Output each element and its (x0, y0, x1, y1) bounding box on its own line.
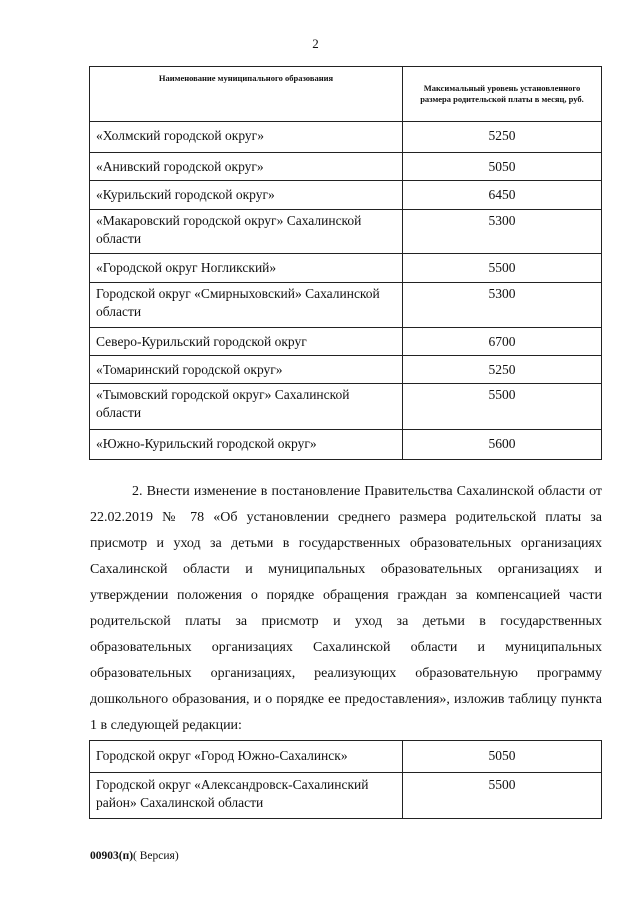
table-row (90, 328, 602, 356)
municipality-name: Городской округ «Город Южно-Сахалинск» (90, 741, 403, 773)
table-row (90, 384, 602, 430)
fee-value: 5300 (403, 210, 602, 254)
table-row (90, 773, 602, 819)
table-row (90, 741, 602, 773)
document-version: ( Версия) (133, 850, 179, 862)
municipality-name: «Анивский городской округ» (90, 153, 403, 181)
municipality-name: «Томаринский городской округ» (90, 356, 403, 384)
table-row (90, 430, 602, 460)
municipality-name: Городской округ «Александровск-Сахалинский район» Сахалинской области (90, 773, 403, 819)
fee-value: 5500 (403, 254, 602, 283)
amendment-paragraph: 2. Внести изменение в постановление Правительства Сахалинской области от 22.02.2019 № 78 «Об установлении среднего размера родительской платы за присмотр и уход за детьми в государственных образовательных организациях Сахалинской области и муниципальных образовательных организациях и утверждении положения о порядке обращения граждан за компенсацией части родительской платы за присмотр и уход за детьми в государственных образовательных организациях Сахалинской области и муниципальных образовательных организациях, реализующих образовательную программу дошкольного образования, и о порядке ее предоставления», изложив таблицу пункта 1 в следующей редакции: (90, 484, 602, 733)
municipality-name: Городской округ «Смирныховский» Сахалинской области (90, 283, 403, 328)
document-footer (90, 850, 179, 862)
fee-value: 5300 (403, 283, 602, 328)
fee-value: 5250 (403, 122, 602, 153)
fee-value: 5600 (403, 430, 602, 460)
table-row (90, 283, 602, 328)
table-row (90, 210, 602, 254)
fee-value: 5050 (403, 741, 602, 773)
table-row (90, 254, 602, 283)
municipality-name: «Макаровский городской округ» Сахалинской области (90, 210, 403, 254)
table-row (90, 181, 602, 210)
document-code: 00903(п) (90, 850, 134, 862)
column-header-municipality: Наименование муниципального образования (90, 67, 403, 122)
fee-value: 6700 (403, 328, 602, 356)
municipality-name: «Тымовский городской округ» Сахалинской области (90, 384, 403, 430)
municipality-name: «Холмский городской округ» (90, 122, 403, 153)
parental-fee-table (89, 66, 602, 460)
table-row (90, 153, 602, 181)
municipality-name: «Городской округ Ногликский» (90, 254, 403, 283)
fee-value: 5250 (403, 356, 602, 384)
municipality-name: Северо-Курильский городской округ (90, 328, 403, 356)
fee-value: 6450 (403, 181, 602, 210)
table-row (90, 122, 602, 153)
fee-value: 5500 (403, 384, 602, 430)
table-header-row (90, 67, 602, 122)
fee-value: 5500 (403, 773, 602, 819)
municipality-name: «Курильский городской округ» (90, 181, 403, 210)
page-number: 2 (312, 36, 319, 51)
fee-value: 5050 (403, 153, 602, 181)
column-header-max-fee: Максимальный уровень установленного размера родительской платы в месяц, руб. (403, 67, 602, 122)
municipality-name: «Южно-Курильский городской округ» (90, 430, 403, 460)
table-row (90, 356, 602, 384)
amended-fee-table (89, 740, 602, 819)
